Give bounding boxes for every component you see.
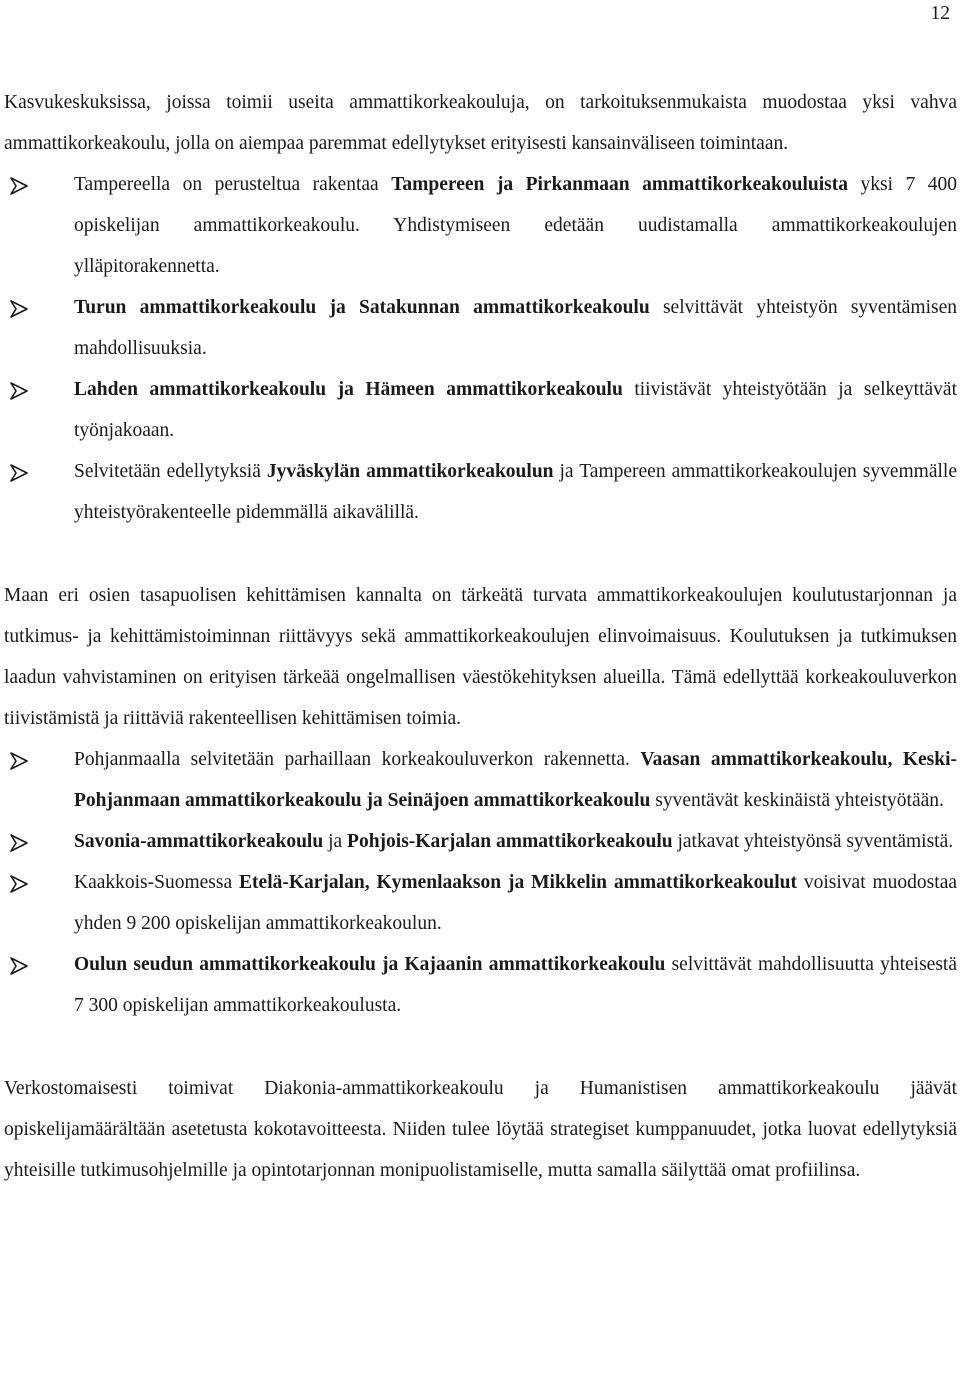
list-item-text: selvittävät mahdollisuutta yhteisestä 7 300 opiskelijan ammattikorkeakoulusta. xyxy=(74,954,957,1016)
list-item-text: selvittävät yhteistyön syventämisen mahdollisuuksia. xyxy=(74,297,957,359)
list-item-institutions: Oulun seudun ammattikorkeakoulu ja Kajaanin ammattikorkeakoulu xyxy=(74,954,666,975)
arrowhead-bullet-icon xyxy=(10,382,28,400)
arrowhead-bullet-icon xyxy=(10,464,28,482)
list-item xyxy=(4,944,957,1026)
list-item-institutions: Tampereen ja Pirkanmaan ammattikorkeakouluista xyxy=(391,174,848,195)
list-item xyxy=(4,739,957,821)
list-item-text: Tampereella on perusteltua rakentaa xyxy=(74,174,392,195)
arrowhead-bullet-icon xyxy=(10,875,28,893)
list-item-institutions: Turun ammattikorkeakoulu ja Satakunnan ammattikorkeakoulu xyxy=(74,297,650,318)
list-item-institutions: Jyväskylän ammattikorkeakoulun xyxy=(266,461,554,482)
paragraph-spacer xyxy=(4,1026,957,1068)
list-item-text: syventävät keskinäistä yhteistyötään. xyxy=(650,790,944,811)
list-item-text: tiivistävät yhteistyötään ja selkeyttävät työnjakoaan. xyxy=(74,379,957,441)
list-item-text: voisivat muodostaa yhden 9 200 opiskelijan ammattikorkeakoulun. xyxy=(74,872,957,934)
list-item xyxy=(4,862,957,944)
arrowhead-bullet-icon xyxy=(10,177,28,195)
list-item-text: Pohjanmaalla selvitetään parhaillaan korkeakouluverkon rakennetta. xyxy=(74,749,641,770)
bullet-list-growth-centres xyxy=(4,164,957,533)
paragraph-growth-centres: Kasvukeskuksissa, joissa toimii useita ammattikorkeakouluja, on tarkoituksenmukaista muodostaa yksi vahva ammattikorkeakoulu, jolla on aiempaa paremmat edellytykset erityisesti kansainväliseen toimintaan. xyxy=(4,92,957,154)
list-item-text: ja xyxy=(323,831,348,852)
list-item-institutions: Vaasan ammattikorkeakoulu, Keski-Pohjanmaan ammattikorkeakoulu ja Seinäjoen ammattikorkeakoulu xyxy=(74,749,958,811)
list-item-institutions: Pohjois-Karjalan ammattikorkeakoulu xyxy=(347,831,673,852)
paragraph-network-institutions: Verkostomaisesti toimivat Diakonia-ammattikorkeakoulu ja Humanistisen ammattikorkeakoulu jäävät opiskelijamäärältään asetetusta kokotavoitteesta. Niiden tulee löytää strategiset kumppanuudet, jotka luovat edellytyksiä yhteisille tutkimusohjelmille ja opintotarjonnan monipuolistamiselle, mutta samalla säilyttää omat profiilinsa. xyxy=(4,1078,957,1181)
list-item-text: jatkavat yhteistyönsä syventämistä. xyxy=(672,831,954,852)
paragraph-regional-development: Maan eri osien tasapuolisen kehittämisen kannalta on tärkeätä turvata ammattikorkeakoulujen koulutustarjonnan ja tutkimus- ja kehittämistoiminnan riittävyys sekä ammattikorkeakoulujen elinvoimaisuus. Koulutuksen ja tutkimuksen laadun vahvistaminen on erityisen tärkeää ongelmallisen väestökehityksen alueilla. Tämä edellyttää korkeakouluverkon tiivistämistä ja riittäviä rakenteellisen kehittämisen toimia. xyxy=(4,585,957,729)
list-item xyxy=(4,451,957,533)
arrowhead-bullet-icon xyxy=(10,834,28,852)
list-item xyxy=(4,287,957,369)
paragraph-spacer xyxy=(4,533,957,575)
list-item-institutions: Lahden ammattikorkeakoulu ja Hämeen ammattikorkeakoulu xyxy=(74,379,623,400)
arrowhead-bullet-icon xyxy=(10,752,28,770)
list-item-institutions: Etelä-Karjalan, Kymenlaakson ja Mikkelin ammattikorkeakoulut xyxy=(239,872,797,893)
page-number: 12 xyxy=(930,3,950,24)
list-item-text: Kaakkois-Suomessa xyxy=(74,872,240,893)
arrowhead-bullet-icon xyxy=(10,957,28,975)
document-body xyxy=(4,82,957,1191)
list-item xyxy=(4,369,957,451)
list-item-institutions: Savonia-ammattikorkeakoulu xyxy=(74,831,324,852)
list-item xyxy=(4,821,957,862)
bullet-list-regions xyxy=(4,739,957,1026)
list-item-text: Selvitetään edellytyksiä xyxy=(74,461,267,482)
list-item-text: yksi 7 400 opiskelijan ammattikorkeakoulu. Yhdistymiseen edetään uudistamalla ammattikorkeakoulujen ylläpitorakennetta. xyxy=(74,174,958,277)
list-item-text: ja Tampereen ammattikorkeakoulujen syvemmälle yhteistyörakenteelle pidemmällä aikavälillä. xyxy=(74,461,957,523)
list-item xyxy=(4,164,957,287)
arrowhead-bullet-icon xyxy=(10,300,28,318)
